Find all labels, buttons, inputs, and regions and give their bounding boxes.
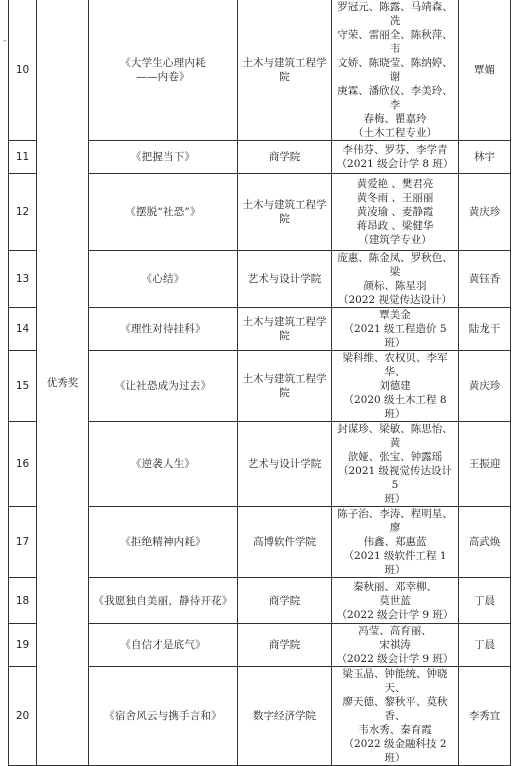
advisor-name: 王振迎 — [459, 422, 511, 507]
work-title: 《让社恐成为过去》 — [89, 351, 238, 422]
team-members: 黄爱艳 、樊君亮 黄冬雨 、王丽丽 黄凌瑜 、麦静霞 蒋昂政 、梁健华 （建筑学专业） — [332, 174, 459, 251]
team-members: 封谋珍、梁敏、陈思怡、黄 歆娅、张宝、钟露瑶 （2021 级视觉传达设计 5 班） — [332, 422, 459, 507]
row-number: 19 — [9, 624, 37, 667]
work-title: 《大学生心理内耗 ——内卷》 — [89, 0, 238, 141]
team-members: 冯莹、高育丽、 宋祺涛 （2022 级会计学 9 班） — [332, 624, 459, 667]
work-title: 《宿舍风云与携手言和》 — [89, 667, 238, 766]
advisor-name: 黄庆珍 — [459, 174, 511, 251]
work-title: 《摆脱“社恐”》 — [89, 174, 238, 251]
page-marker: - — [3, 36, 7, 46]
advisor-name: 丁晨 — [459, 624, 511, 667]
team-members: 罗冠元、陈露、马靖森、冼 守荣、雷丽全、陈秋萍、韦 文娇、陈晓莹、陈纳婷、谢 庚霖、潘欣仪、李美玲、李 春梅、瞿嘉玲 （土木工程专业） — [332, 0, 459, 141]
college-name: 数字经济学院 — [238, 667, 332, 766]
work-title: 《我愿独自美丽，静待开花》 — [89, 578, 238, 624]
advisor-name: 林宇 — [459, 141, 511, 174]
advisor-name: 覃媚 — [459, 0, 511, 141]
work-title: 《理性对待挂科》 — [89, 308, 238, 351]
row-number: 15 — [9, 351, 37, 422]
team-members: 覃美金 （2021 级工程造价 5 班） — [332, 308, 459, 351]
table-row — [9, 0, 511, 141]
work-title: 《把握当下》 — [89, 141, 238, 174]
college-name: 商学院 — [238, 624, 332, 667]
award-level: 优秀奖 — [37, 0, 89, 766]
team-members: 李伟芬、罗芬、李学青 （2021 级会计学 8 班） — [332, 141, 459, 174]
advisor-name: 黄钰香 — [459, 251, 511, 308]
college-name: 商学院 — [238, 578, 332, 624]
advisor-name: 黄庆珍 — [459, 351, 511, 422]
row-number: 10 — [9, 0, 37, 141]
work-title: 《逆袭人生》 — [89, 422, 238, 507]
team-members: 陈子治、李涛、程明星、廖 伟鑫、郑惠蓝 （2021 级软件工程 1 班） — [332, 507, 459, 578]
row-number: 14 — [9, 308, 37, 351]
advisor-name: 丁晨 — [459, 578, 511, 624]
row-number: 18 — [9, 578, 37, 624]
row-number: 12 — [9, 174, 37, 251]
advisor-name: 陆龙干 — [459, 308, 511, 351]
college-name: 商学院 — [238, 141, 332, 174]
row-number: 13 — [9, 251, 37, 308]
team-members: 秦秋丽、邓幸柳、 莫世蓝 （2022 级会计学 9 班） — [332, 578, 459, 624]
team-members: 梁科维、农权贝、李军华、 刘德建 （2020 级土木工程 8 班） — [332, 351, 459, 422]
college-name: 艺术与设计学院 — [238, 251, 332, 308]
college-name: 艺术与设计学院 — [238, 422, 332, 507]
awards-table — [8, 0, 511, 766]
team-members: 庞惠、陈金凤、罗秋色、梁 颜标、陈星羽 （2022 视觉传达设计） — [332, 251, 459, 308]
work-title: 《自信才是底气》 — [89, 624, 238, 667]
advisor-name: 高武焕 — [459, 507, 511, 578]
college-name: 高博软件学院 — [238, 507, 332, 578]
row-number: 11 — [9, 141, 37, 174]
advisor-name: 李秀宜 — [459, 667, 511, 766]
row-number: 20 — [9, 667, 37, 766]
college-name: 土木与建筑工程学 院 — [238, 174, 332, 251]
work-title: 《拒绝精神内耗》 — [89, 507, 238, 578]
college-name: 土木与建筑工程学 院 — [238, 0, 332, 141]
college-name: 土木与建筑工程学 院 — [238, 351, 332, 422]
row-number: 17 — [9, 507, 37, 578]
team-members: 梁玉晶、钟能统、钟晓天、 廖天德、黎秋平、莫秋香、 韦水秀、秦育霞 （2022 级金融科技 2 班） — [332, 667, 459, 766]
college-name: 土木与建筑工程学 院 — [238, 308, 332, 351]
row-number: 16 — [9, 422, 37, 507]
work-title: 《心结》 — [89, 251, 238, 308]
